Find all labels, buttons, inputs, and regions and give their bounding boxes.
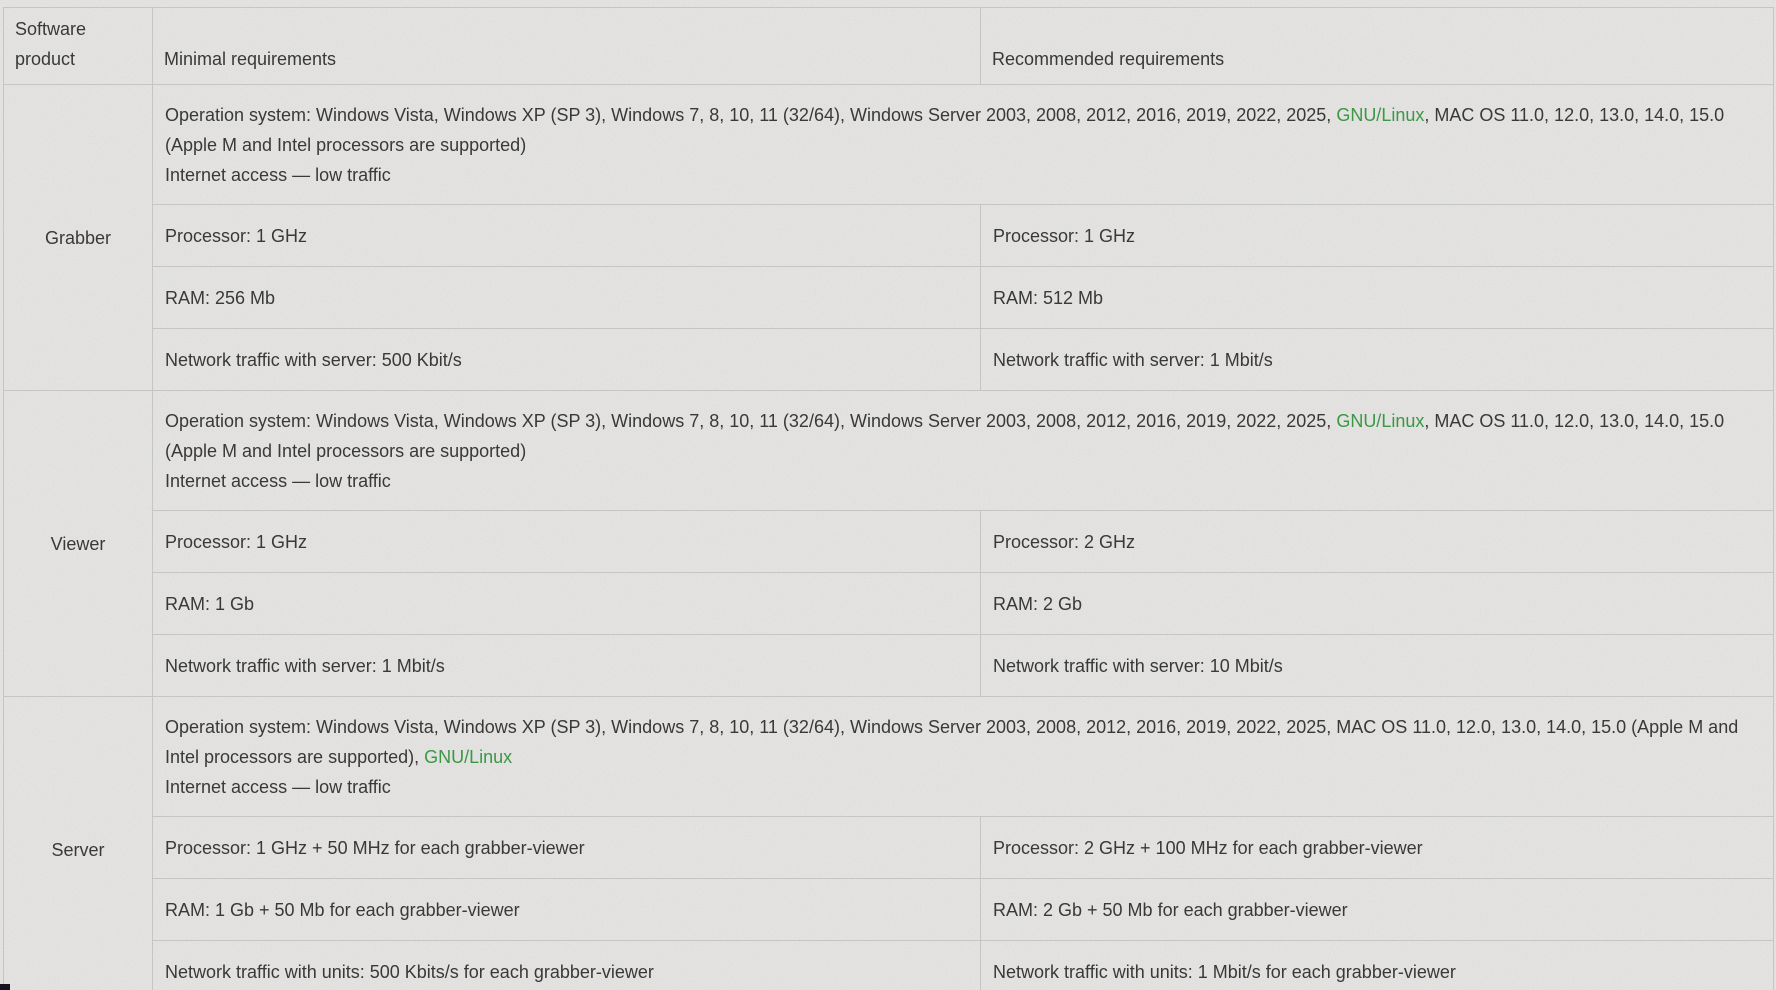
server-section bbox=[4, 697, 1774, 990]
header-row bbox=[4, 8, 1774, 85]
viewer-processor-row bbox=[4, 511, 1774, 573]
server-ram-min-cell: RAM: 1 Gb + 50 Mb for each grabber-viewer bbox=[153, 879, 981, 941]
os-text-after: , MAC OS 11.0, 12.0, 13.0, 14.0, 15.0 (Apple M and Intel processors are supported) bbox=[165, 410, 1725, 461]
grabber-ram-min-cell: RAM: 256 Mb bbox=[153, 267, 981, 329]
server-network-min-cell: Network traffic with units: 500 Kbits/s for each grabber-viewer bbox=[153, 941, 981, 990]
grabber-processor-rec-cell: Processor: 1 GHz bbox=[981, 205, 1774, 267]
os-text-after: , MAC OS 11.0, 12.0, 13.0, 14.0, 15.0 (Apple M and Intel processors are supported) bbox=[165, 104, 1725, 155]
viewer-section bbox=[4, 391, 1774, 697]
grabber-network-rec-cell: Network traffic with server: 1 Mbit/s bbox=[981, 329, 1774, 391]
os-text-before: Operation system: Windows Vista, Windows XP (SP 3), Windows 7, 8, 10, 11 (32/64), Windows Server 2003, 2008, 2012, 2016, 2019, 2022, 2025, bbox=[165, 104, 1337, 125]
server-os-row bbox=[4, 697, 1774, 817]
viewer-ram-row bbox=[4, 573, 1774, 635]
viewer-ram-min-cell: RAM: 1 Gb bbox=[153, 573, 981, 635]
viewer-os-cell bbox=[153, 391, 1774, 511]
server-processor-rec-cell: Processor: 2 GHz + 100 MHz for each grabber-viewer bbox=[981, 817, 1774, 879]
gnu-linux-link[interactable]: GNU/Linux bbox=[1336, 104, 1425, 125]
product-name-viewer: Viewer bbox=[4, 391, 153, 697]
requirements-table bbox=[3, 7, 1774, 990]
grabber-ram-rec-cell: RAM: 512 Mb bbox=[981, 267, 1774, 329]
grabber-ram-row bbox=[4, 267, 1774, 329]
col-header-recommended-requirements: Recommended requirements bbox=[981, 8, 1774, 85]
viewer-network-rec-cell: Network traffic with server: 10 Mbit/s bbox=[981, 635, 1774, 697]
grabber-network-row bbox=[4, 329, 1774, 391]
server-os-cell bbox=[153, 697, 1774, 817]
viewer-processor-rec-cell: Processor: 2 GHz bbox=[981, 511, 1774, 573]
grabber-os-cell bbox=[153, 85, 1774, 205]
server-ram-rec-cell: RAM: 2 Gb + 50 Mb for each grabber-viewer bbox=[981, 879, 1774, 941]
bottom-left-artifact bbox=[0, 984, 10, 990]
col-header-software-product: Software product bbox=[4, 8, 153, 85]
server-network-rec-cell: Network traffic with units: 1 Mbit/s for each grabber-viewer bbox=[981, 941, 1774, 990]
viewer-os-row bbox=[4, 391, 1774, 511]
gnu-linux-link[interactable]: GNU/Linux bbox=[1336, 410, 1425, 431]
viewer-ram-rec-cell: RAM: 2 Gb bbox=[981, 573, 1774, 635]
grabber-network-min-cell: Network traffic with server: 500 Kbit/s bbox=[153, 329, 981, 391]
grabber-section bbox=[4, 85, 1774, 391]
internet-access-text: Internet access — low traffic bbox=[165, 470, 391, 491]
server-processor-row bbox=[4, 817, 1774, 879]
grabber-processor-min-cell: Processor: 1 GHz bbox=[153, 205, 981, 267]
viewer-processor-min-cell: Processor: 1 GHz bbox=[153, 511, 981, 573]
product-name-grabber: Grabber bbox=[4, 85, 153, 391]
col-header-minimal-requirements: Minimal requirements bbox=[153, 8, 981, 85]
viewer-network-min-cell: Network traffic with server: 1 Mbit/s bbox=[153, 635, 981, 697]
viewer-network-row bbox=[4, 635, 1774, 697]
gnu-linux-link[interactable]: GNU/Linux bbox=[424, 746, 513, 767]
server-processor-min-cell: Processor: 1 GHz + 50 MHz for each grabber-viewer bbox=[153, 817, 981, 879]
server-ram-row bbox=[4, 879, 1774, 941]
grabber-processor-row bbox=[4, 205, 1774, 267]
grabber-os-row bbox=[4, 85, 1774, 205]
internet-access-text: Internet access — low traffic bbox=[165, 776, 391, 797]
os-text-before: Operation system: Windows Vista, Windows XP (SP 3), Windows 7, 8, 10, 11 (32/64), Windows Server 2003, 2008, 2012, 2016, 2019, 2022, 2025, MAC OS 11.0, 12.0, 13.0, 14.0, 15.0 (Apple M and Intel processors are supported), bbox=[165, 716, 1739, 767]
internet-access-text: Internet access — low traffic bbox=[165, 164, 391, 185]
server-network-row bbox=[4, 941, 1774, 990]
product-name-server: Server bbox=[4, 697, 153, 990]
os-text-before: Operation system: Windows Vista, Windows XP (SP 3), Windows 7, 8, 10, 11 (32/64), Windows Server 2003, 2008, 2012, 2016, 2019, 2022, 2025, bbox=[165, 410, 1337, 431]
